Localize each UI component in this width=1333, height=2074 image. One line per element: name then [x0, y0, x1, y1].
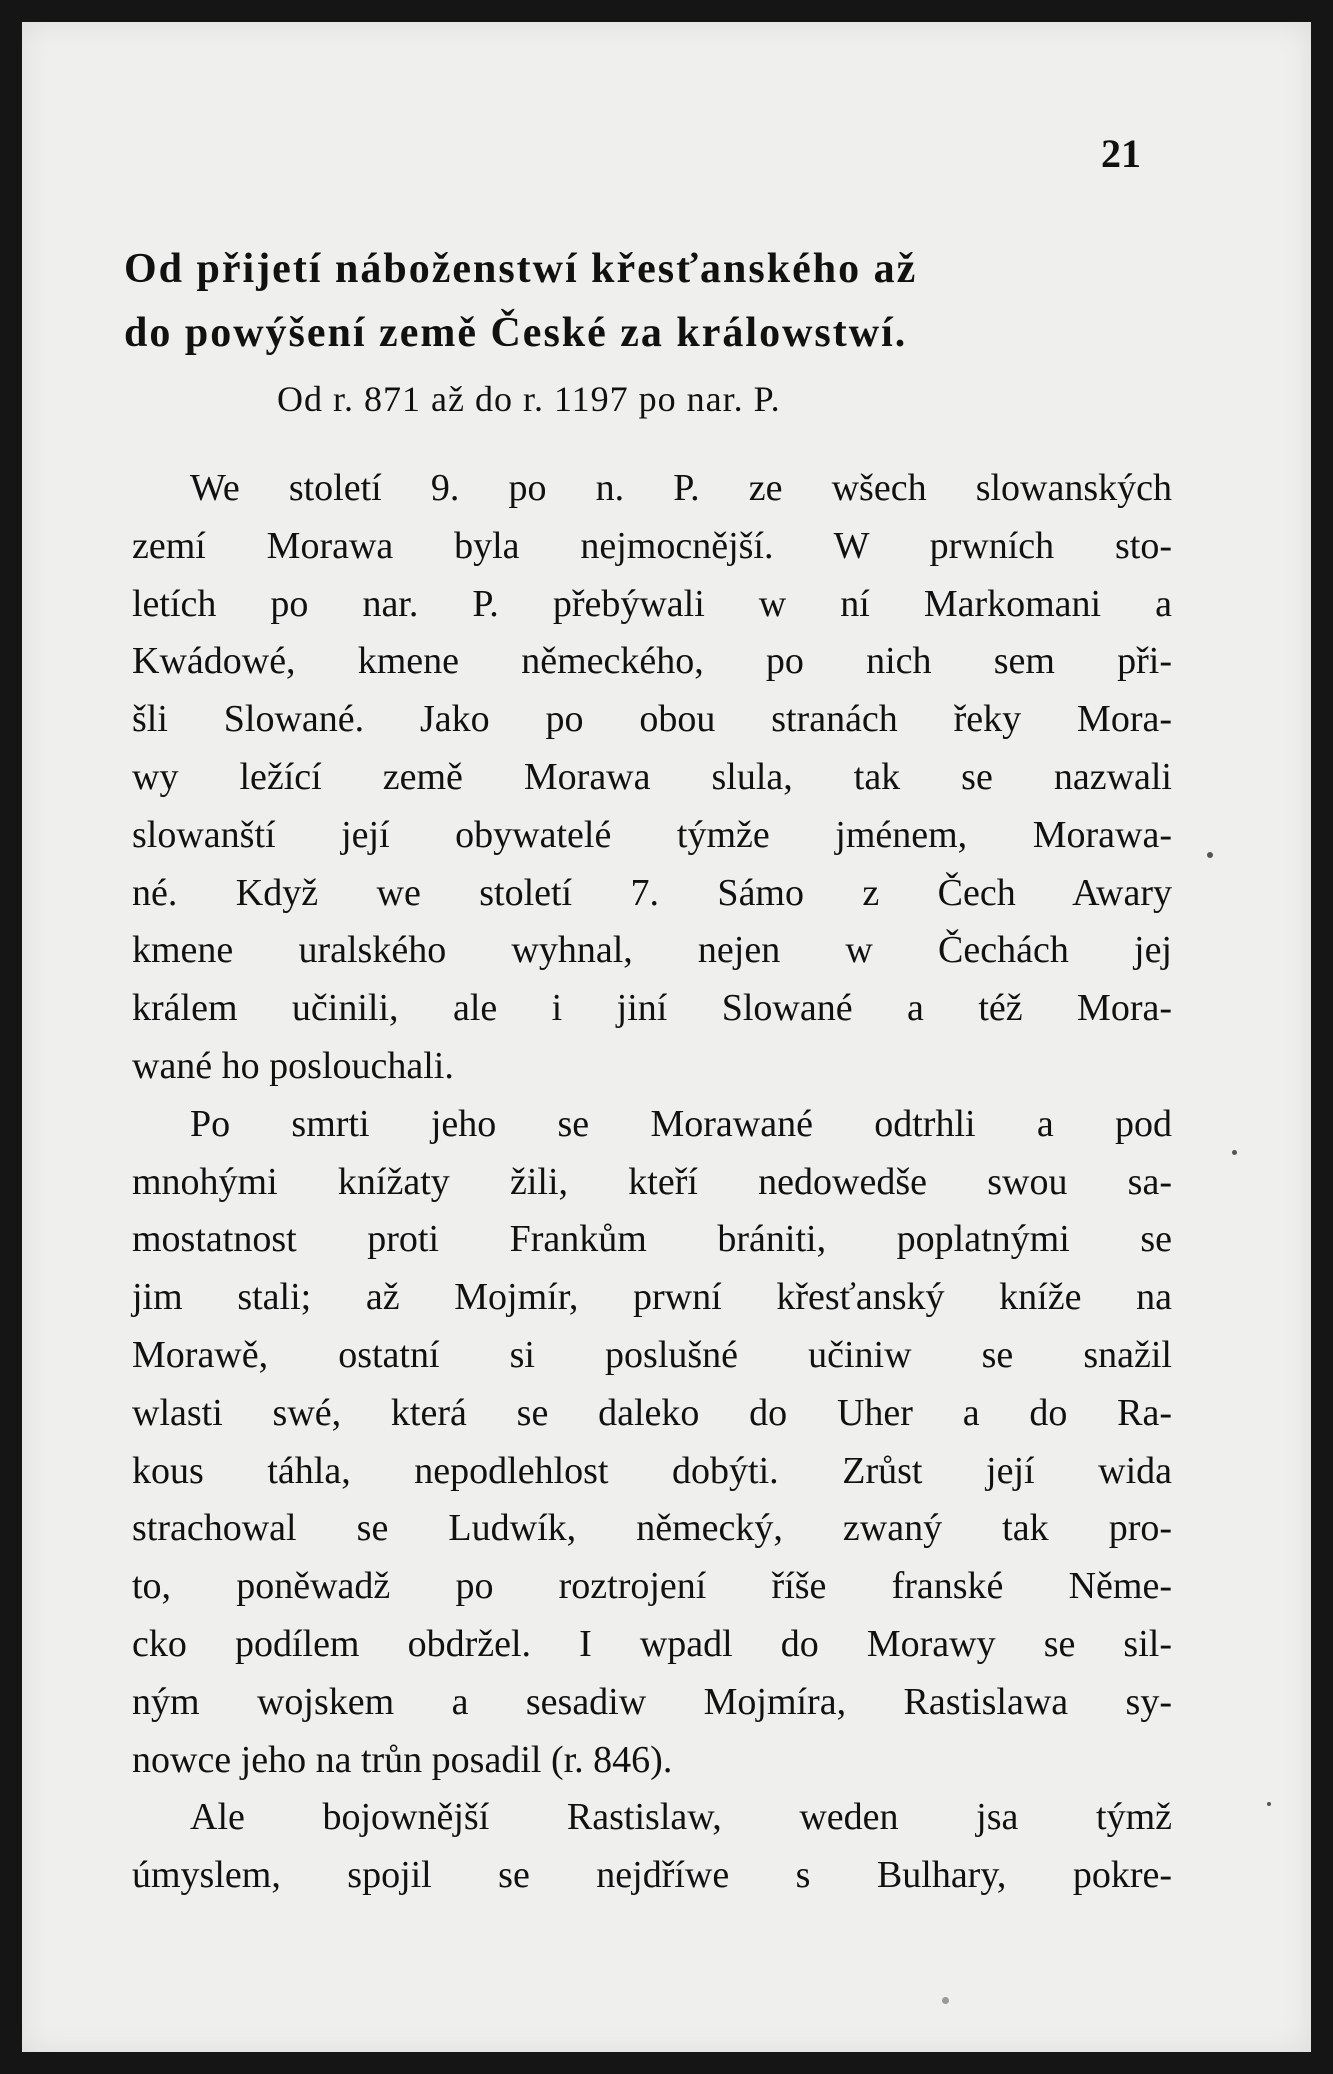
text-line: né. Když we století 7. Sámo z Čech Awary [132, 871, 1172, 914]
text-line: strachowal se Ludwík, německý, zwaný tak pro- [132, 1507, 1172, 1550]
print-speck [1207, 852, 1213, 858]
text-line: jim stali; až Mojmír, prwní křesťanský kníže na [132, 1276, 1172, 1319]
text-line: Kwádowé, kmene německého, po nich sem při- [132, 640, 1172, 683]
chapter-heading-line: do powýšení země České za králowstwí. [124, 310, 908, 356]
date-range-subtitle: Od r. 871 až do r. 1197 po nar. P. [277, 379, 781, 419]
book-page [22, 22, 1311, 2052]
page-number: 21 [1101, 131, 1141, 176]
text-line: wlasti swé, která se daleko do Uher a do Ra- [132, 1391, 1172, 1434]
text-line: We století 9. po n. P. ze wšech slowanských [190, 467, 1172, 509]
print-speck [1267, 1802, 1271, 1806]
text-line: zemí Morawa byla nejmocnější. W prwních sto- [132, 524, 1172, 567]
text-line: Po smrti jeho se Morawané odtrhli a pod [190, 1102, 1172, 1145]
text-line: králem učinili, ale i jiní Slowané a též Mora- [132, 987, 1172, 1030]
text-line: kous táhla, nepodlehlost dobýti. Zrůst její wida [132, 1449, 1172, 1492]
print-speck [1232, 1150, 1237, 1155]
paragraph [132, 1789, 1172, 1905]
paragraph [132, 1096, 1172, 1790]
text-line: mostatnost proti Frankům brániti, poplatnými se [132, 1218, 1172, 1261]
text-line: kmene uralského wyhnal, nejen w Čechách jej [132, 929, 1172, 972]
text-line: cko podílem obdržel. I wpadl do Morawy se sil- [132, 1622, 1172, 1665]
text-line: wy ležící země Morawa slula, tak se nazwali [132, 755, 1172, 798]
text-line: ným wojskem a sesadiw Mojmíra, Rastislawa sy- [132, 1680, 1172, 1723]
text-line: nowce jeho na trůn posadil (r. 846). [132, 1738, 673, 1781]
chapter-heading [124, 237, 1174, 365]
text-line: to, poněwadž po roztrojení říše franské Něme- [132, 1565, 1172, 1608]
text-line: Ale bojownější Rastislaw, weden jsa týmž [190, 1796, 1172, 1839]
text-line: šli Slowané. Jako po obou stranách řeky Mora- [132, 698, 1172, 741]
text-line: Morawě, ostatní si poslušné učiniw se snažil [132, 1333, 1172, 1376]
text-line: úmyslem, spojil se nejdříwe s Bulhary, pokre- [132, 1854, 1172, 1897]
paragraph [132, 460, 1172, 1096]
text-line: mnohými knížaty žili, kteří nedowedše swou sa- [132, 1160, 1172, 1203]
text-line: letích po nar. P. přebýwali w ní Markomani a [132, 582, 1172, 625]
text-line: slowanští její obywatelé týmže jménem, Morawa- [132, 813, 1172, 856]
body-text [132, 460, 1172, 1905]
chapter-heading-line: Od přijetí náboženstwí křesťanského až [124, 246, 918, 292]
print-speck [942, 1997, 949, 2004]
text-line: wané ho poslouchali. [132, 1044, 454, 1087]
